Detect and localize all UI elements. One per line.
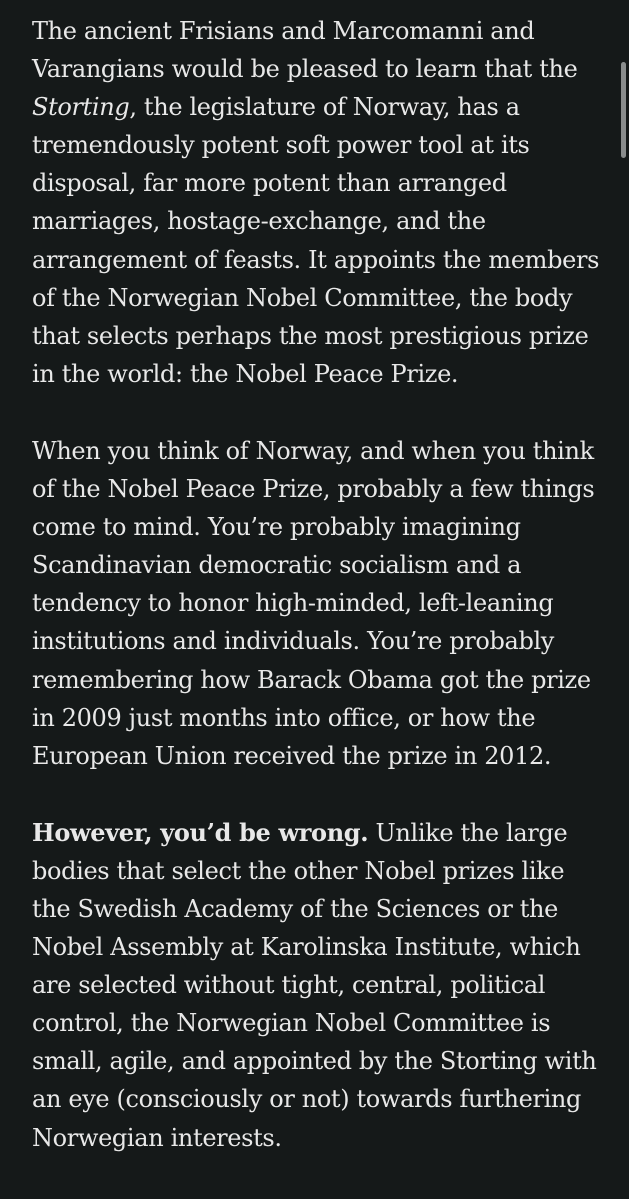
text-line: When you think of Norway, and when you think xyxy=(32,436,594,465)
text-line: control, the Norwegian Nobel Committee is xyxy=(32,1009,551,1038)
text-line: in 2009 just months into office, or how the xyxy=(32,703,536,732)
text-line: disposal, far more potent than arranged xyxy=(32,169,507,198)
text-line: institutions and individuals. You’re probably xyxy=(32,627,554,656)
text-line: small, agile, and appointed by the Storting with xyxy=(32,1047,597,1076)
emphasis-text: Storting xyxy=(32,93,130,122)
text-line: are selected without tight, central, political xyxy=(32,971,546,1000)
text-segment: , the legislature of Norway, has a xyxy=(129,93,520,122)
text-line: that selects perhaps the most prestigious prize xyxy=(32,321,589,350)
article-body xyxy=(32,12,612,1196)
text-line: come to mind. You’re probably imagining xyxy=(32,513,521,542)
text-line: bodies that select the other Nobel prizes like xyxy=(32,856,565,885)
text-line: Scandinavian democratic socialism and a xyxy=(32,551,522,580)
article-paragraph xyxy=(32,12,612,393)
text-line: European Union received the prize in 2012. xyxy=(32,741,552,770)
article-paragraph xyxy=(32,814,612,1157)
scroll-thumb[interactable] xyxy=(621,62,626,158)
text-line: the Swedish Academy of the Sciences or the xyxy=(32,894,559,923)
text-line: remembering how Barack Obama got the prize xyxy=(32,665,591,694)
text-line: of the Nobel Peace Prize, probably a few things xyxy=(32,475,595,504)
scrollbar[interactable] xyxy=(615,0,629,1199)
text-line: The ancient Frisians and Marcomanni and xyxy=(32,17,535,45)
text-line: arrangement of feasts. It appoints the members xyxy=(32,245,600,274)
text-line: Nobel Assembly at Karolinska Institute, which xyxy=(32,933,581,962)
bold-lead-text: However, you’d be wrong. xyxy=(32,817,369,847)
text-line: in the world: the Nobel Peace Prize. xyxy=(32,359,459,388)
text-line: tremendously potent soft power tool at its xyxy=(32,131,530,160)
text-line xyxy=(32,88,612,126)
text-line: marriages, hostage-exchange, and the xyxy=(32,207,486,236)
text-line: of the Norwegian Nobel Committee, the body xyxy=(32,283,573,312)
text-line: an eye (consciously or not) towards furthering xyxy=(32,1085,582,1114)
text-line: Norwegian interests. xyxy=(32,1123,282,1152)
text-segment: Unlike the large xyxy=(368,818,568,847)
text-line: Varangians would be pleased to learn that the xyxy=(32,55,578,84)
text-line: tendency to honor high-minded, left-leaning xyxy=(32,589,554,618)
article-paragraph xyxy=(32,432,612,775)
text-line xyxy=(32,814,612,852)
